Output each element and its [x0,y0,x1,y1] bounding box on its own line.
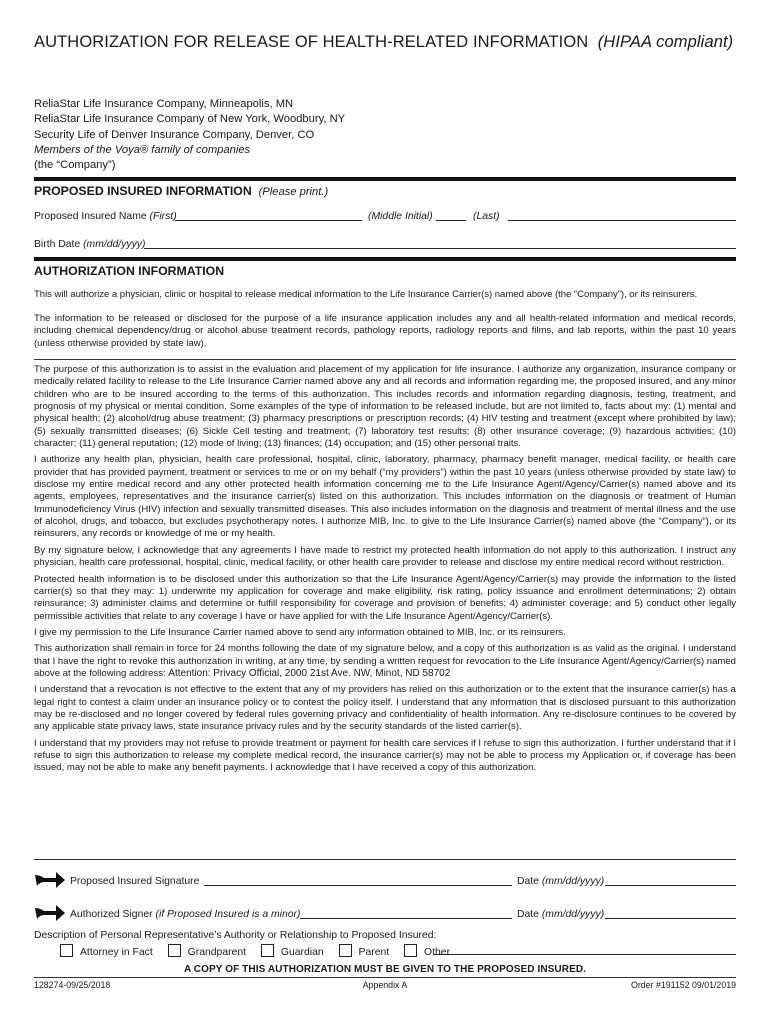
paragraph: By my signature below, I acknowledge that any agreements I have made to restrict my protected health information do not apply to this authorization. I instruct any physician, health care professional, hospital, clinic, medical facility, or other health care provider to release and disclose my entire medical record without restriction. [34,544,736,569]
divider [34,359,736,360]
birth-date-label [34,239,145,250]
arrow-icon [34,902,66,922]
paragraph: I understand that a revocation is not effective to the extent that any of my providers has relied on this authorization or to the extent that the insurance carrier(s) has a legal right to contest a claim under an insurance policy or to contest the policy itself. I understand that any information that is disclosed pursuant to this authorization may be re-disclosed and no longer covered by federal rules governing privacy and confidentiality of health information. Any re-disclosure continues to be covered by any applicable state privacy laws, state insurance privacy rules and by the security standards of the listed carrier(s). [34,684,736,733]
paragraph: Protected health information is to be disclosed under this authorization so that the Life Insurance Agent/Agency/Carrier(s) may provide the information to the listed carrier(s) so that they may: 1) underwrite my application for coverage and make eligibility, risk rating, policy issuance and enrollment determinations; 2) obtain reinsurance; 3) administer claims and determine or fulfill responsibility for coverage and provision of benefits; 4) administer coverage; and 5) conduct other legally permissible activities that relate to any coverage I have or have applied for with the Life Insurance Agent/Agency/Carrier(s). [34,573,736,622]
birth-date-row [34,236,736,252]
insured-signature-field[interactable] [204,885,512,886]
parent-option[interactable] [339,944,390,958]
option-label: Guardian [280,947,324,958]
paragraph: I authorize any health plan, physician, health care professional, hospital, clinic, laboratory, pharmacy, pharmacy benefit manager, medical facility, or health care provider that has provided payment, treatment or services to me or on my behalf (“my providers”) within the past 10 years (unless otherwise provided by state law) to disclose my entire medical record and any other protected health information concerning me to the Life Insurance Agent/Agency/Carrier(s) named above and its agents, employees, representatives and the insurance carrier(s) listed on this authorization. This includes information on the diagnosis or treatment of Human Immunodeficiency Virus (HIV) infection and sexually transmitted diseases. This also includes information on the diagnosis and treatment of mental illness and the use of alcohol, drugs, and tobacco, but excludes psychotherapy notes. I authorize MIB, Inc. to give to the Life Insurance Carrier(s) named above (the “Company”), or its reinsurers, any records or knowledge of me or my health. [34,454,736,540]
authorized-signer-note: (if Proposed Insured is a minor) [155,909,301,920]
name-label [34,211,177,222]
signer-date-label [517,909,604,920]
guardian-option[interactable] [261,944,324,958]
date-label-text: Date [517,909,539,920]
checkbox[interactable] [60,944,73,957]
company-line: ReliaStar Life Insurance Company of New York, Woodbury, NY [34,113,346,126]
option-label: Attorney in Fact [80,947,153,958]
arrow-icon [34,869,66,889]
relationship-options [60,944,452,958]
page-title [34,33,733,52]
birth-date-format: (mm/dd/yyyy) [83,239,146,250]
insured-date-label [517,876,604,887]
authorized-signer-row [34,900,736,922]
form-number: 128274-09/25/2018 [34,980,111,990]
company-list [34,97,345,173]
insured-signature-row [34,867,736,889]
date-label-text: Date [517,876,539,887]
attorney-in-fact-option[interactable] [60,944,153,958]
authorized-signer-label-text: Authorized Signer [70,909,153,920]
company-family-note: Members of the Voya® family of companies [34,143,251,156]
date-format: (mm/dd/yyyy) [541,909,605,920]
authorization-intro [34,313,736,354]
paragraph [34,643,736,680]
appendix-label: Appendix A [362,980,408,990]
title-note: (HIPAA compliant) [597,33,734,51]
company-line: Security Life of Denver Insurance Company, Denver, CO [34,128,315,141]
revocation-text: This authorization shall remain in force for 24 months following the date of my signature below, and a copy of this authorization is as valid as the original. I understand that I have the right to revoke this authorization in writing, at any time, by sending a written request for revocation to the Life Insurance Agent/Agency/Carrier(s) named above at the following address: [34,643,736,679]
section-divider [34,257,736,261]
proposed-insured-heading-text: PROPOSED INSURED INFORMATION [34,184,252,198]
company-line: ReliaStar Life Insurance Company, Minneapolis, MN [34,98,294,110]
name-field-row [34,208,736,224]
other-option[interactable] [404,944,450,958]
section-divider [34,177,736,181]
divider [34,977,736,978]
paragraph: I give my permission to the Life Insurance Carrier named above to send any information obtained to MIB, Inc. or its reinsurers. [34,626,566,638]
first-name-field[interactable] [175,220,362,221]
name-label-text: Proposed Insured Name [34,211,147,222]
copy-notice: A COPY OF THIS AUTHORIZATION MUST BE GIVEN TO THE PROPOSED INSURED. [183,964,587,975]
last-name-label [473,211,500,222]
checkbox[interactable] [404,944,417,957]
authorization-lead: This will authorize a physician, clinic or hospital to release medical information to the Life Insurance Carrier(s) named above (the “Company”), or its reinsurers. [34,289,698,300]
title-text: AUTHORIZATION FOR RELEASE OF HEALTH-RELATED INFORMATION [34,33,589,51]
option-label: Grandparent [187,947,246,958]
please-print-note: (Please print.) [258,186,329,198]
grandparent-option[interactable] [168,944,246,958]
other-description-field[interactable] [434,954,736,955]
authorization-heading-text: AUTHORIZATION INFORMATION [34,264,225,278]
authorization-body [34,364,736,779]
authorized-signer-field[interactable] [300,918,512,919]
checkbox[interactable] [339,944,352,957]
last-name-label-text: (Last) [473,211,500,222]
order-number: Order #191152 09/01/2019 [631,980,736,990]
rep-description-label: Description of Personal Representative’s Authority or Relationship to Proposed Insured: [34,930,437,941]
option-label: Parent [358,947,390,958]
option-label: Other [424,947,451,958]
insured-signature-label: Proposed Insured Signature [70,876,200,887]
rep-description-row [34,927,736,943]
authorized-signer-label [70,909,300,920]
last-name-field[interactable] [508,220,736,221]
middle-initial-label [368,211,433,222]
middle-initial-field[interactable] [436,220,466,221]
divider [34,859,736,860]
paragraph: The information to be released or disclosed for the purpose of a life insurance application includes any and all health-related information and medical records, including chemical dependency/drug or alcohol abuse treatment records, pathology reports, radiology reports and films, and lab reports, within the past 10 years (unless otherwise provided by state law). [34,313,736,349]
authorization-heading [34,264,224,278]
paragraph: The purpose of this authorization is to assist in the evaluation and placement of my application for life insurance. I authorize any organization, insurance company or medically related facility to release to the Life Insurance Carrier named above any and all records and information regarding me, the proposed insured, and any minor children who are to be insured according to the terms of this authorization. This includes records and information regarding diagnosis, testing, treatment, and prognosis of my physical or mental condition. Some examples of the type of information to be released include, but are not limited to, facts about my: (1) mental and physical health; (2) alcohol/drug abuse treatment; (3) pharmacy prescriptions or prescription records; (4) HIV testing and treatment (except where prohibited by law); (5) sexually transmitted diseases; (6) Sickle Cell testing and treatment; (7) laboratory test results; (8) other insurance coverage; (9) hazardous activities; (10) character; (11) general reputation; (12) mode of living; (13) finances; (14) occupation; and (15) other personal traits. [34,364,736,450]
authorized-signer-date-field[interactable] [605,918,736,919]
proposed-insured-heading [34,184,328,198]
first-name-label: (First) [149,211,177,222]
middle-initial-label-text: (Middle Initial) [368,211,433,222]
birth-date-label-text: Birth Date [34,239,81,250]
company-alias: (the “Company”) [34,159,116,172]
birth-date-field[interactable] [144,248,736,249]
checkbox[interactable] [168,944,181,957]
checkbox[interactable] [261,944,274,957]
paragraph: I understand that my providers may not refuse to provide treatment or payment for health care services if I refuse to sign this authorization. I further understand that if I refuse to sign this authorization to release my complete medical record, the insurance carrier(s) may not be able to process my Application or, if coverage has been issued, may not be able to make any benefit payments. I acknowledge that I have received a copy of this authorization. [34,737,736,774]
privacy-address: Attention: Privacy Official, 2000 21st Ave. NW, Minot, ND 58702 [168,667,451,679]
date-format: (mm/dd/yyyy) [541,876,605,887]
insured-signature-date-field[interactable] [605,885,736,886]
